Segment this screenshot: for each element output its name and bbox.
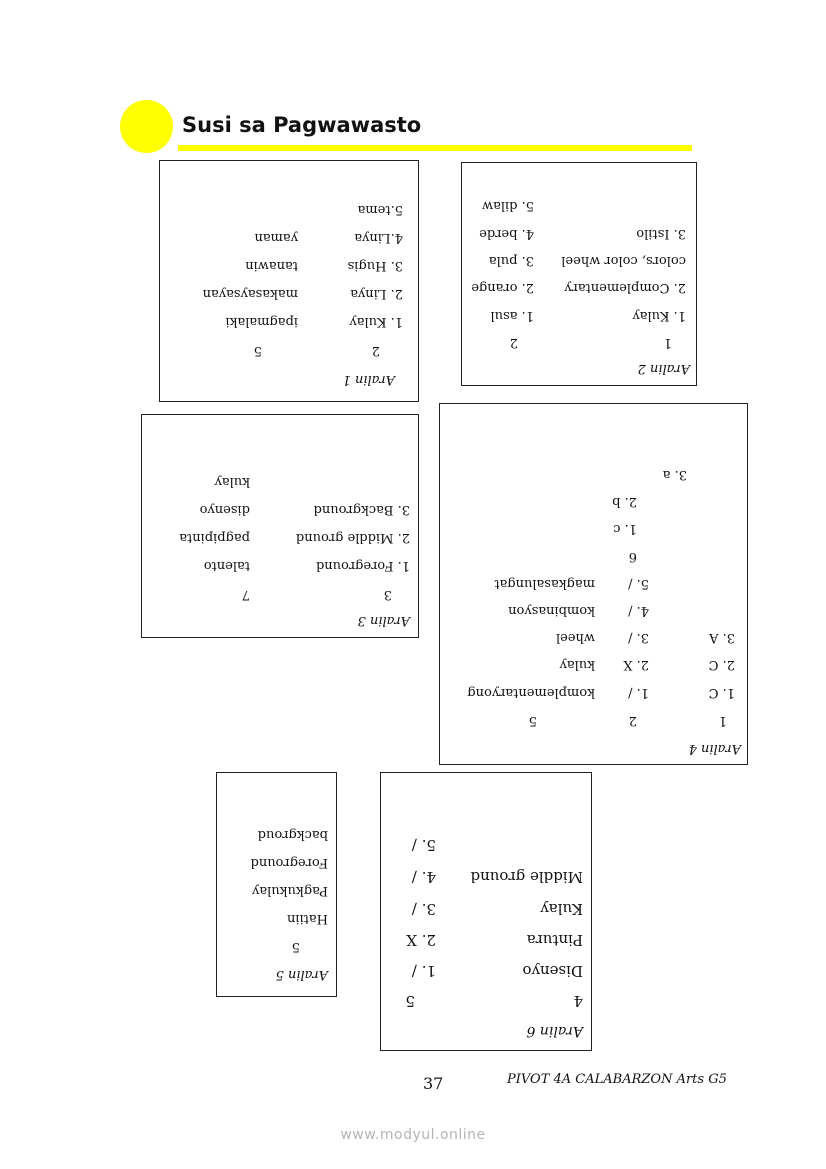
aralin-4-r1-c: komplementaryong [467, 685, 595, 700]
aralin-6-r2-b: 2. X [406, 931, 436, 949]
aralin-2-r2-a: 2. Complementary [564, 280, 686, 295]
aralin-1-col-a: 2 [371, 343, 380, 358]
aralin-4-r3-a: 3. A [709, 630, 735, 645]
page-number: 37 [423, 1074, 444, 1093]
aralin-1-r3-a: 3. Hugis [347, 258, 403, 273]
aralin-3-r1-b: talento [203, 558, 250, 573]
aralin-4-r1-b: 1. / [628, 685, 649, 700]
aralin-2-r3-a: colors, color wheel [561, 253, 686, 268]
aralin-6-col-a: 4 [573, 992, 583, 1010]
aralin-2-r4-a: 3. Istilo [636, 226, 686, 241]
aralin-1-r4-b: yaman [254, 230, 298, 245]
aralin-2-box [461, 162, 697, 386]
aralin-4-r1-a: 1. C [708, 685, 735, 700]
aralin-1-r1-a: 1. Kulay [349, 314, 403, 329]
aralin-6-col-b: 5 [405, 992, 415, 1010]
aralin-4-sub-r3: 3. a [662, 467, 687, 482]
aralin-1-r2-a: 2. Linya [350, 286, 403, 301]
aralin-3-col-a: 3 [383, 587, 392, 602]
aralin-1-col-b: 5 [253, 343, 262, 358]
aralin-4-r4-b: 4. / [628, 603, 649, 618]
aralin-4-r3-b: 3. / [628, 630, 649, 645]
yellow-circle-icon [120, 100, 173, 153]
aralin-1-box [159, 160, 419, 402]
aralin-3-r3-b: disenyo [199, 502, 250, 517]
aralin-5-title: Aralin 5 [275, 967, 328, 982]
aralin-6-r1-a: Disenyo [522, 962, 583, 980]
aralin-3-r3-a: 3. Background [313, 502, 410, 517]
aralin-3-r2-a: 2. Middle ground [295, 530, 410, 545]
aralin-4-col-c: 5 [528, 713, 537, 728]
aralin-4-title: Aralin 4 [688, 741, 741, 756]
aralin-5-box [216, 772, 337, 997]
footer-text: PIVOT 4A CALABARZON Arts G5 [507, 1072, 727, 1087]
aralin-6-r4-a: Middle ground [470, 868, 583, 886]
aralin-3-r4-b: kulay [214, 474, 250, 489]
aralin-3-title: Aralin 3 [357, 613, 410, 628]
aralin-4-r2-c: kulay [559, 657, 595, 672]
aralin-2-r1-a: 1. Kulay [632, 308, 686, 323]
aralin-1-r1-b: ipagmalaki [225, 314, 298, 329]
aralin-6-r3-a: Kulay [540, 900, 583, 918]
aralin-5-r3: Foreground [250, 855, 328, 870]
aralin-4-r5-b: 5. / [628, 576, 649, 591]
aralin-4-r5-c: magkasalungat [494, 576, 595, 591]
page-title: Susi sa Pagwawasto [182, 113, 422, 137]
aralin-6-r4-b: 4. / [411, 868, 436, 886]
aralin-3-box [141, 414, 419, 638]
aralin-4-r4-c: kombinasyon [508, 603, 595, 618]
aralin-6-r1-b: 1. / [411, 962, 436, 980]
aralin-2-r4-b: 4. berde [479, 226, 534, 241]
aralin-3-r2-b: pagpipinta [179, 530, 250, 545]
aralin-6-title: Aralin 6 [526, 1023, 583, 1039]
aralin-4-box [439, 403, 748, 765]
aralin-1-r3-b: tanawin [245, 258, 298, 273]
aralin-2-r5-b: 5. dilaw [481, 198, 534, 213]
aralin-4-sub-r2: 2. b [612, 494, 637, 509]
aralin-3-col-b: 7 [241, 587, 250, 602]
aralin-1-r2-b: makasaysayan [202, 286, 298, 301]
aralin-2-r2-b: 2. orange [471, 280, 534, 295]
watermark: www.modyul.online [340, 1127, 486, 1143]
aralin-2-col-b: 2 [509, 335, 518, 350]
aralin-4-r3-c: wheel [555, 630, 595, 645]
aralin-6-box [380, 772, 592, 1051]
aralin-2-title: Aralin 2 [637, 361, 690, 376]
aralin-5-col-a: 5 [291, 939, 300, 954]
aralin-5-r1: Hatiin [287, 911, 328, 926]
aralin-5-r4: backgroud [257, 827, 328, 842]
aralin-6-r3-b: 3. / [411, 900, 436, 918]
aralin-6-r2-a: Pintura [526, 931, 583, 949]
aralin-4-sub-head: 6 [628, 549, 637, 564]
aralin-3-r1-a: 1. Foreground [315, 558, 410, 573]
aralin-1-r5-a: 5.tema [357, 202, 403, 217]
aralin-4-col-b: 2 [628, 713, 637, 728]
aralin-1-r4-a: 4.Linya [354, 230, 403, 245]
aralin-5-r2: Pagkukulay [252, 883, 328, 898]
title-underline [178, 145, 692, 151]
aralin-6-r5-b: 5. / [411, 836, 436, 854]
aralin-4-r2-a: 2. C [708, 657, 735, 672]
aralin-4-r2-b: 2. X [623, 657, 649, 672]
aralin-2-col-a: 1 [663, 335, 672, 350]
aralin-4-sub-r1: 1. c [613, 521, 637, 536]
aralin-1-title: Aralin 1 [342, 372, 395, 387]
aralin-4-col-a: 1 [718, 713, 727, 728]
aralin-2-r1-b: 1. asul [490, 308, 534, 323]
aralin-2-r3-b: 3. pula [488, 253, 534, 268]
